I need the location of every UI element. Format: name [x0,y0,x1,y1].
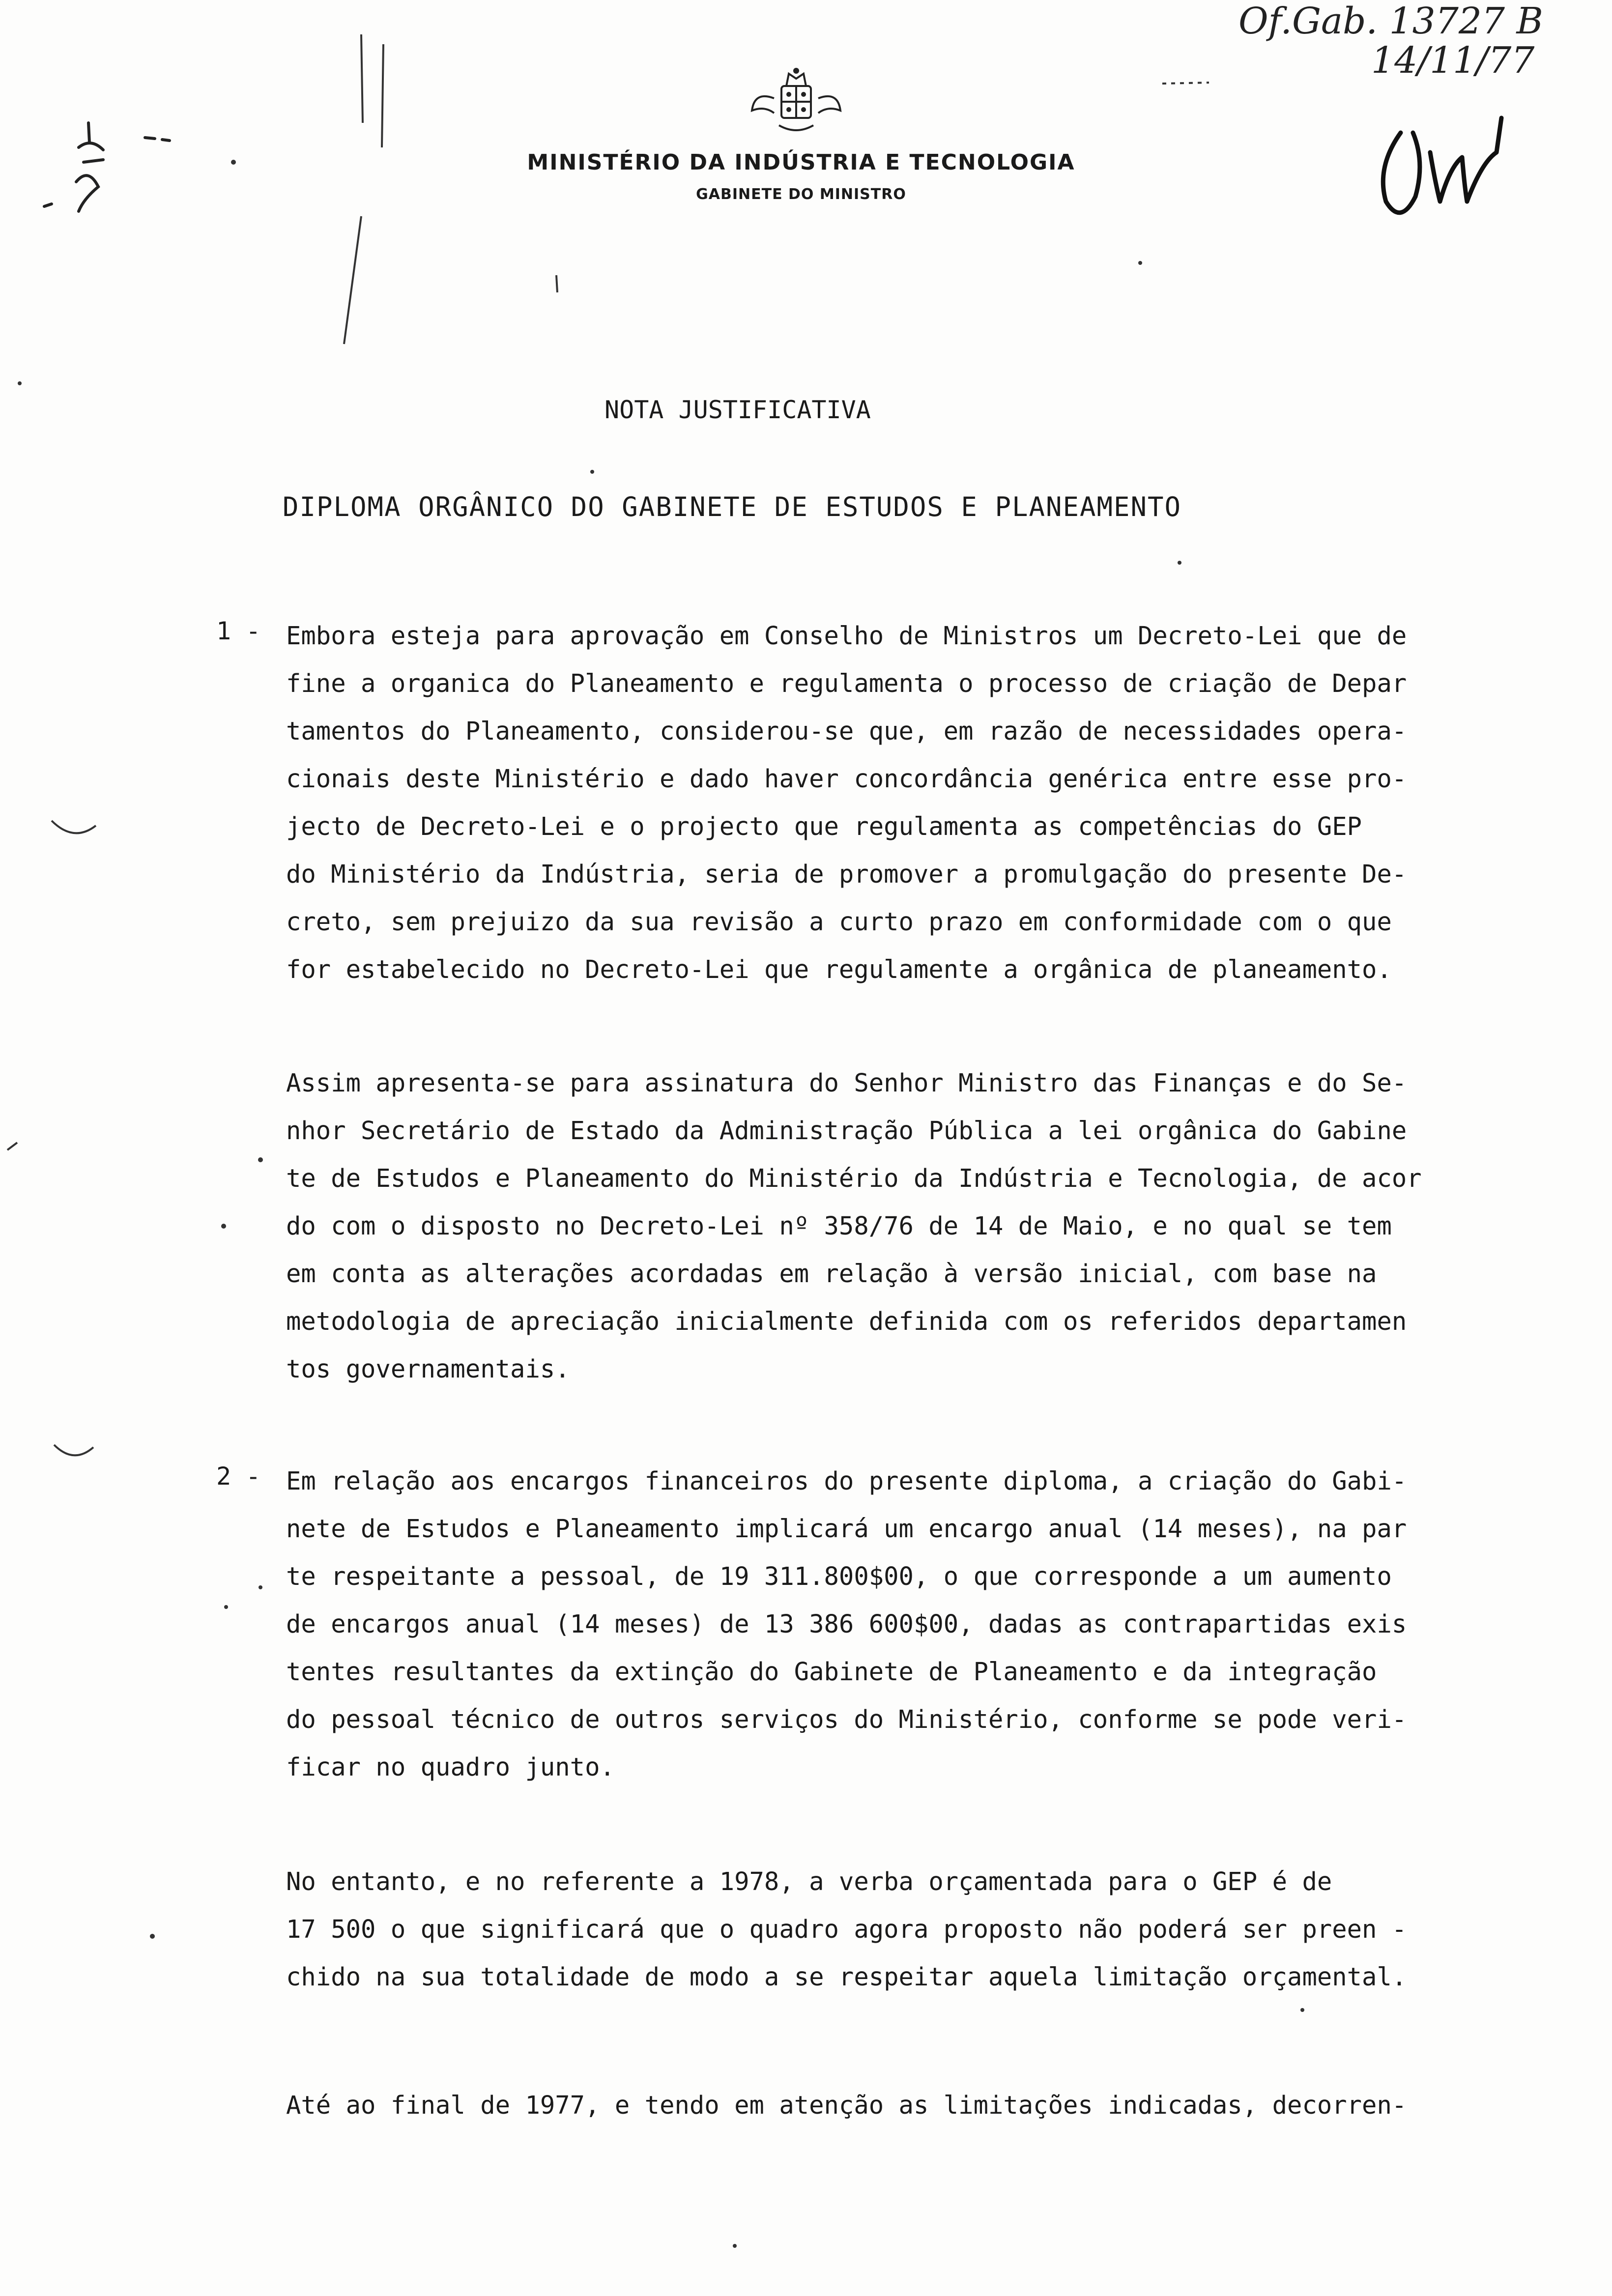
paragraph-2-3 [286,2081,1544,2129]
coat-of-arms-emblem [745,64,848,138]
text-line: te respeitante a pessoal, de 19 311.800$00, o que corresponde a um aumento [286,1562,1392,1591]
text-line: Assim apresenta-se para assinatura do Senhor Ministro das Finanças e do Se- [286,1068,1407,1097]
text-line: do Ministério da Indústria, seria de promover a promulgação do presente De- [286,860,1407,889]
text-line: do pessoal técnico de outros serviços do Ministério, conforme se pode veri- [286,1705,1407,1734]
text-line: jecto de Decreto-Lei e o projecto que regulamenta as competências do GEP [286,812,1362,841]
text-line: de encargos anual (14 meses) de 13 386 600$00, dadas as contrapartidas exis [286,1609,1407,1638]
handwritten-initials [1366,103,1543,236]
paragraph-2-1 [286,1457,1544,1791]
document-subtitle: DIPLOMA ORGÂNICO DO GABINETE DE ESTUDOS E PLANEAMENTO [283,491,1182,522]
text-line: tamentos do Planeamento, considerou-se que, em razão de necessidades opera- [286,717,1407,746]
text-line: for estabelecido no Decreto-Lei que regulamente a orgânica de planeamento. [286,955,1392,984]
text-line: tentes resultantes da extinção do Gabinete de Planeamento e da integração [286,1657,1377,1686]
text-line: chido na sua totalidade de modo a se respeitar aquela limitação orçamental. [286,1962,1407,1991]
text-line: cionais deste Ministério e dado haver concordância genérica entre esse pro- [286,764,1407,793]
document-title: NOTA JUSTIFICATIVA [604,396,871,424]
paragraph-1-2 [286,1059,1544,1393]
section-number-1: 1 - [216,617,261,645]
text-line: Embora esteja para aprovação em Conselho de Ministros um Decreto-Lei que de [286,621,1407,650]
text-line: te de Estudos e Planeamento do Ministério da Indústria e Tecnologia, de acor [286,1164,1422,1193]
text-line: metodologia de apreciação inicialmente definida com os referidos departamen [286,1307,1407,1336]
section-number-2: 2 - [216,1462,261,1491]
handwritten-date: 14/11/77 [1371,39,1535,82]
paragraph-2-2 [286,1858,1544,2001]
cabinet-name: GABINETE DO MINISTRO [696,186,906,203]
text-line: Em relação aos encargos financeiros do presente diploma, a criação do Gabi- [286,1466,1407,1495]
paragraph-1-1 [286,612,1544,993]
text-line: creto, sem prejuizo da sua revisão a curto prazo em conformidade com o que [286,907,1392,936]
text-line: nhor Secretário de Estado da Administração Pública a lei orgânica do Gabine [286,1116,1407,1145]
text-line: 17 500 o que significará que o quadro agora proposto não poderá ser preen - [286,1915,1407,1944]
text-line: No entanto, e no referente a 1978, a verba orçamentada para o GEP é de [286,1867,1332,1896]
margin-scribble [29,108,177,236]
text-line: em conta as alterações acordadas em relação à versão inicial, com base na [286,1259,1377,1288]
handwritten-reference: Of.Gab. 13727 B [1238,0,1543,42]
text-line: nete de Estudos e Planeamento implicará um encargo anual (14 meses), na par [286,1514,1407,1543]
text-line: fine a organica do Planeamento e regulamenta o processo de criação de Depar [286,669,1407,698]
text-line: tos governamentais. [286,1354,570,1383]
ministry-name: MINISTÉRIO DA INDÚSTRIA E TECNOLOGIA [527,150,1075,175]
text-line: ficar no quadro junto. [286,1752,615,1781]
text-line: do com o disposto no Decreto-Lei nº 358/76 de 14 de Maio, e no qual se tem [286,1211,1392,1240]
text-line: Até ao final de 1977, e tendo em atenção as limitações indicadas, decorren- [286,2091,1407,2120]
